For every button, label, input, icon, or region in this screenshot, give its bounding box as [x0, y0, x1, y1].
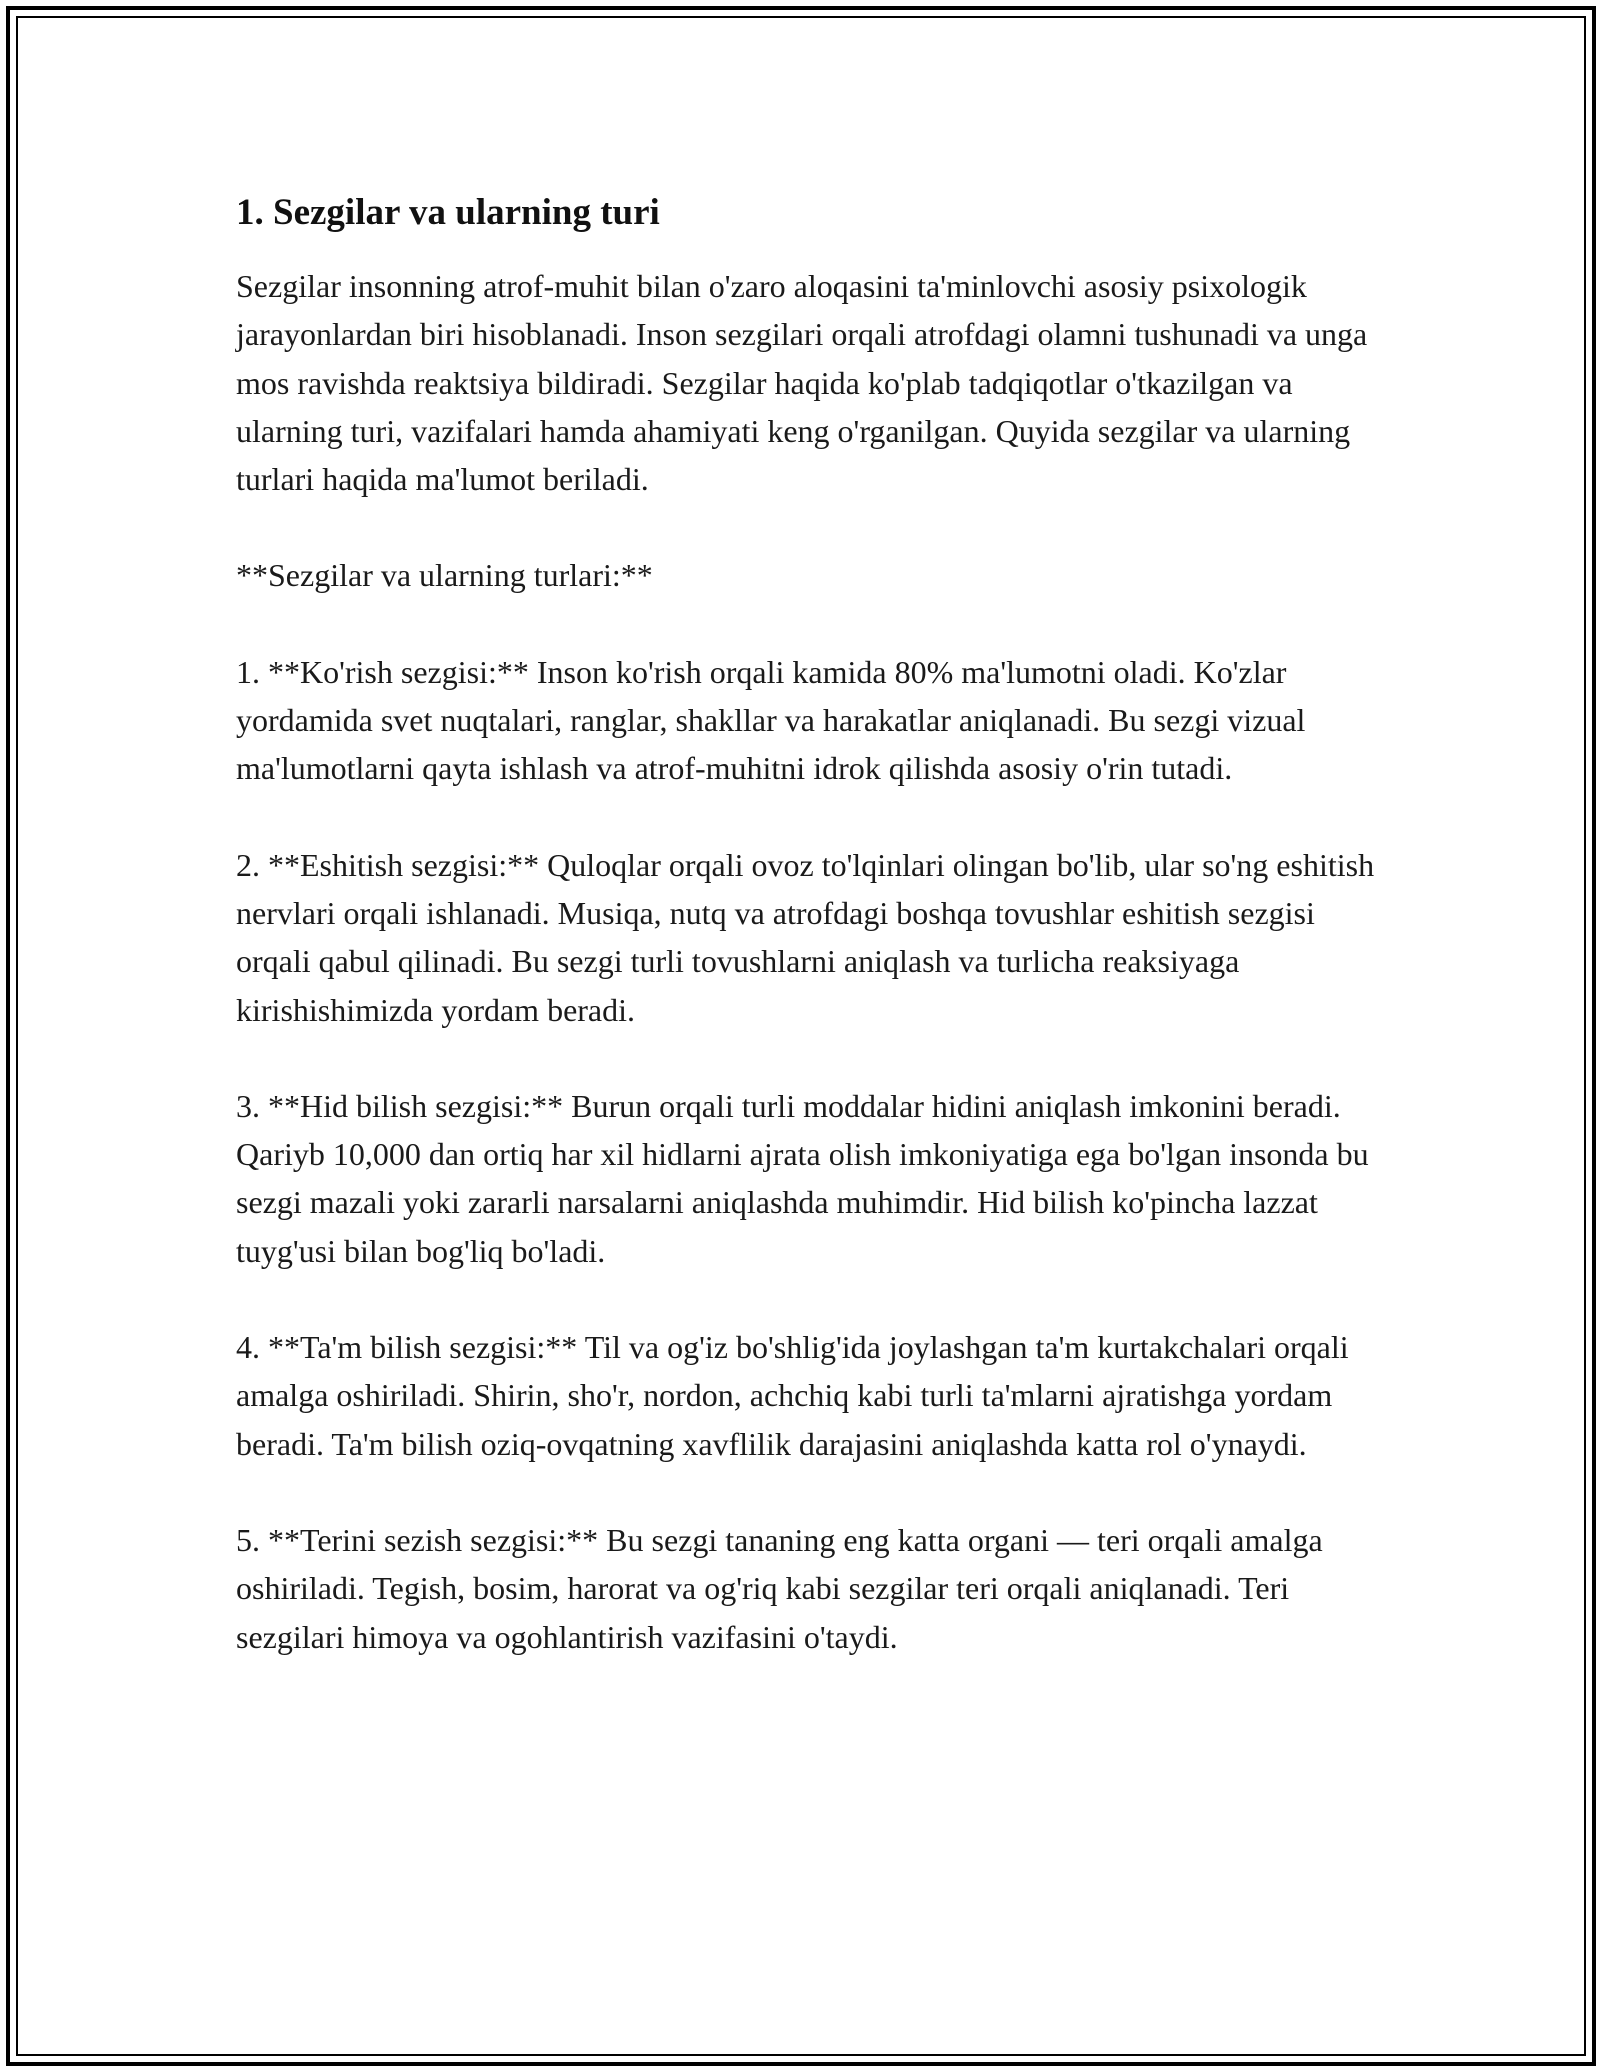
list-item-smell: 3. **Hid bilish sezgisi:** Burun orqali turli moddalar hidini aniqlash imkonini beradi. Qariyb 10,000 dan ortiq har xil hidlarni ajrata olish imkoniyatiga ega bo'lgan insonda bu sezgi mazali yoki zararli narsalarni aniqlashda muhimdir. Hid bilish ko'pincha lazzat tuyg'usi bilan bog'liq bo'ladi. — [236, 1087, 1369, 1269]
list-item-vision: 1. **Ko'rish sezgisi:** Inson ko'rish orqali kamida 80% ma'lumotni oladi. Ko'zlar yordamida svet nuqtalari, ranglar, shakllar va harakatlar aniqlanadi. Bu sezgi vizual ma'lumotlarni qayta ishlash va atrof-muhitni idrok qilishda asosiy o'rin tutadi. — [236, 653, 1306, 787]
list-item-hearing: 2. **Eshitish sezgisi:** Quloqlar orqali ovoz to'lqinlari olingan bo'lib, ular so'ng eshitish nervlari orqali ishlanadi. Musiqa, nutq va atrofdagi boshqa tovushlar eshitish sezgisi orqali qabul qilinadi. Bu sezgi turli tovushlarni aniqlash va turlicha reaksiyaga kirishishimizda yordam beradi. — [236, 846, 1375, 1028]
document-body — [236, 188, 1386, 1709]
list-item-taste: 4. **Ta'm bilish sezgisi:** Til va og'iz bo'shlig'ida joylashgan ta'm kurtakchalari orqali amalga oshiriladi. Shirin, sho'r, nordon, achchiq kabi turli ta'mlarni ajratishga yordam beradi. Ta'm bilish oziq-ovqatning xavflilik darajasini aniqlashda katta rol o'ynaydi. — [236, 1329, 1349, 1462]
intro-paragraph: Sezgilar insonning atrof-muhit bilan o'zaro aloqasini ta'minlovchi asosiy psixologik jarayonlardan biri hisoblanadi. Inson sezgilari orqali atrofdagi olamni tushunadi va unga mos ravishda reaktsiya bildiradi. Sezgilar haqida ko'plab tadqiqotlar o'tkazilgan va ularning turi, vazifalari hamda ahamiyati keng o'rganilgan. Quyida sezgilar va ularning turlari haqida ma'lumot beriladi. — [236, 268, 1368, 498]
section-heading: 1. Sezgilar va ularning turi — [236, 192, 660, 233]
list-item-touch: 5. **Terini sezish sezgisi:** Bu sezgi tananing eng katta organi — teri orqali amalga oshiriladi. Tegish, bosim, harorat va og'riq kabi sezgilar teri orqali aniqlanadi. Teri sezgilari himoya va ogohlantirish vazifasini o'taydi. — [236, 1521, 1323, 1655]
list-subheading: **Sezgilar va ularning turlari:** — [236, 557, 653, 594]
